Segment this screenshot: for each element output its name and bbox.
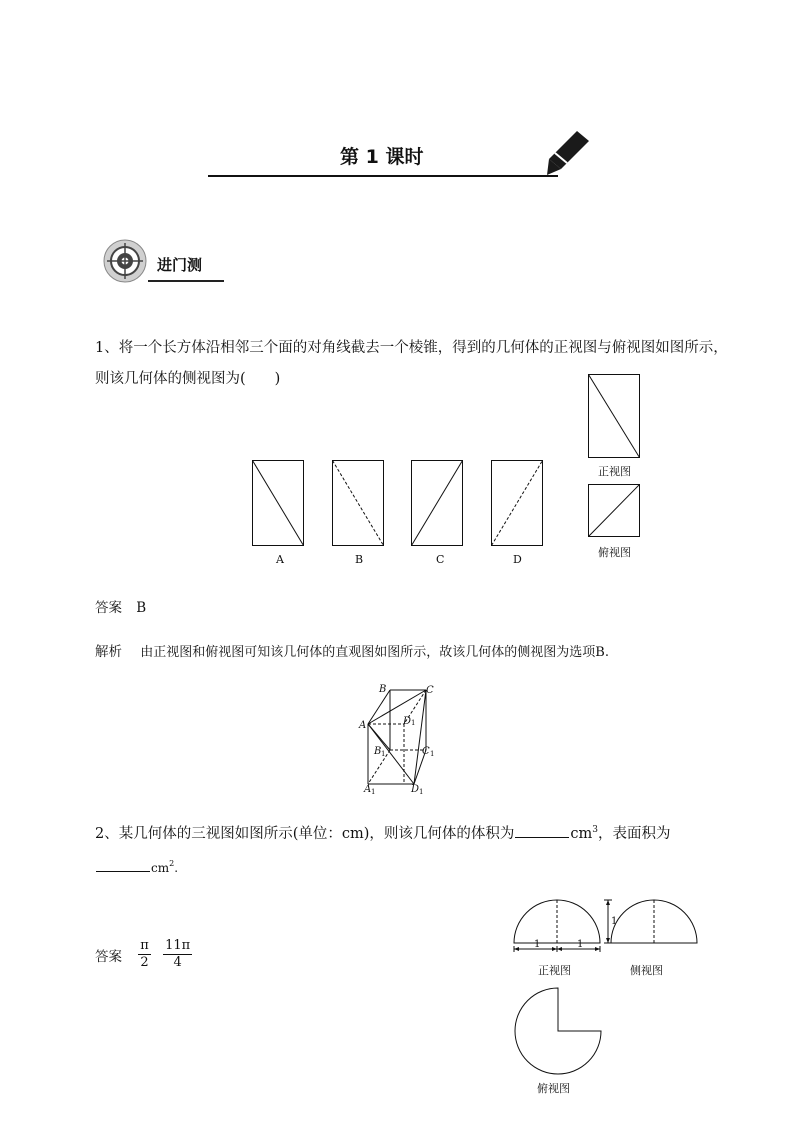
q1-answer — [95, 596, 146, 616]
q2-answer — [95, 938, 200, 971]
q1-answer-label: 答案 — [95, 600, 122, 616]
q1-text-line1: 1、将一个长方体沿相邻三个面的对角线截去一个棱锥，得到的几何体的正视图与俯视图如图所示， — [95, 340, 728, 356]
q2-text-part2: ，表面积为 — [598, 826, 671, 842]
q2-sup2: 2 — [169, 859, 175, 869]
q2-top-view — [512, 985, 604, 1077]
vertex-c1-sub: 1 — [430, 750, 435, 758]
q2-answer-volume — [138, 938, 151, 971]
target-icon — [102, 238, 148, 284]
vertex-b1: B — [374, 746, 382, 757]
vertex-c: C — [426, 685, 434, 696]
q2-answer-area-den: 4 — [173, 955, 182, 970]
q1-front-view — [588, 374, 640, 458]
q2-top-view-label: 俯视图 — [537, 1082, 570, 1095]
vertex-b: B — [379, 684, 387, 695]
vertex-a1: A — [364, 784, 372, 795]
section-underline — [148, 280, 224, 282]
q2-answer-area — [163, 938, 192, 971]
vertex-c1: C — [422, 746, 430, 757]
q2-sup1: 3 — [592, 825, 599, 836]
q2-dim-right: 1 — [577, 939, 584, 950]
q1-option-c-figure — [411, 460, 463, 546]
q1-solid-figure — [356, 684, 436, 794]
q1-answer-value: B — [136, 600, 147, 616]
q1-option-b-label: B — [355, 553, 364, 566]
q1-text-line2: 则该几何体的侧视图为( ) — [95, 371, 281, 387]
q2-answer-volume-num: π — [140, 938, 149, 953]
q2-blank-volume — [515, 823, 569, 838]
q2-dim-left: 1 — [534, 939, 541, 950]
q2-period: . — [174, 861, 179, 875]
q2-front-view-label: 正视图 — [538, 964, 571, 977]
vertex-a: A — [359, 720, 367, 731]
q2-unit1: cm — [570, 826, 593, 842]
q2-dim-height: 1 — [611, 916, 618, 927]
q2-text-line2 — [95, 857, 178, 876]
q2-answer-volume-den: 2 — [140, 955, 149, 970]
q2-blank-area — [96, 857, 150, 872]
q2-unit2: cm — [151, 861, 170, 875]
vertex-d-sub: 1 — [411, 719, 416, 727]
q1-analysis-text: 由正视图和俯视图可知该几何体的直观图如图所示，故该几何体的侧视图为选项B. — [140, 645, 609, 660]
q1-option-b-figure — [332, 460, 384, 546]
q1-option-a-figure — [252, 460, 304, 546]
vertex-d1-sub: 1 — [419, 788, 424, 796]
q2-front-view — [508, 890, 618, 954]
title-underline — [208, 175, 558, 177]
q2-text-part1: 2、某几何体的三视图如图所示(单位：cm)，则该几何体的体积为 — [95, 826, 515, 842]
q1-option-c-label: C — [436, 553, 445, 566]
page-title: 第 1 课时 — [340, 146, 424, 168]
q1-front-view-label: 正视图 — [598, 465, 631, 478]
q2-side-view — [610, 898, 700, 946]
pencil-icon — [545, 127, 595, 181]
vertex-a1-sub: 1 — [371, 788, 376, 796]
q1-top-view-label: 俯视图 — [598, 546, 631, 559]
q1-option-d-label: D — [513, 553, 522, 566]
vertex-b1-sub: 1 — [381, 750, 386, 758]
vertex-d: D — [403, 716, 412, 727]
q1-option-a-label: A — [276, 553, 284, 566]
section-label: 进门测 — [157, 256, 203, 274]
q2-side-view-label: 侧视图 — [630, 964, 663, 977]
q1-analysis-label: 解析 — [95, 644, 122, 660]
q1-option-d-figure — [491, 460, 543, 546]
q2-answer-label: 答案 — [95, 948, 122, 965]
q2-answer-area-num: 11π — [165, 938, 191, 953]
q2-text-line1 — [95, 822, 671, 843]
q1-analysis — [95, 640, 609, 660]
vertex-d1: D — [411, 784, 420, 795]
q1-top-view — [588, 484, 640, 537]
